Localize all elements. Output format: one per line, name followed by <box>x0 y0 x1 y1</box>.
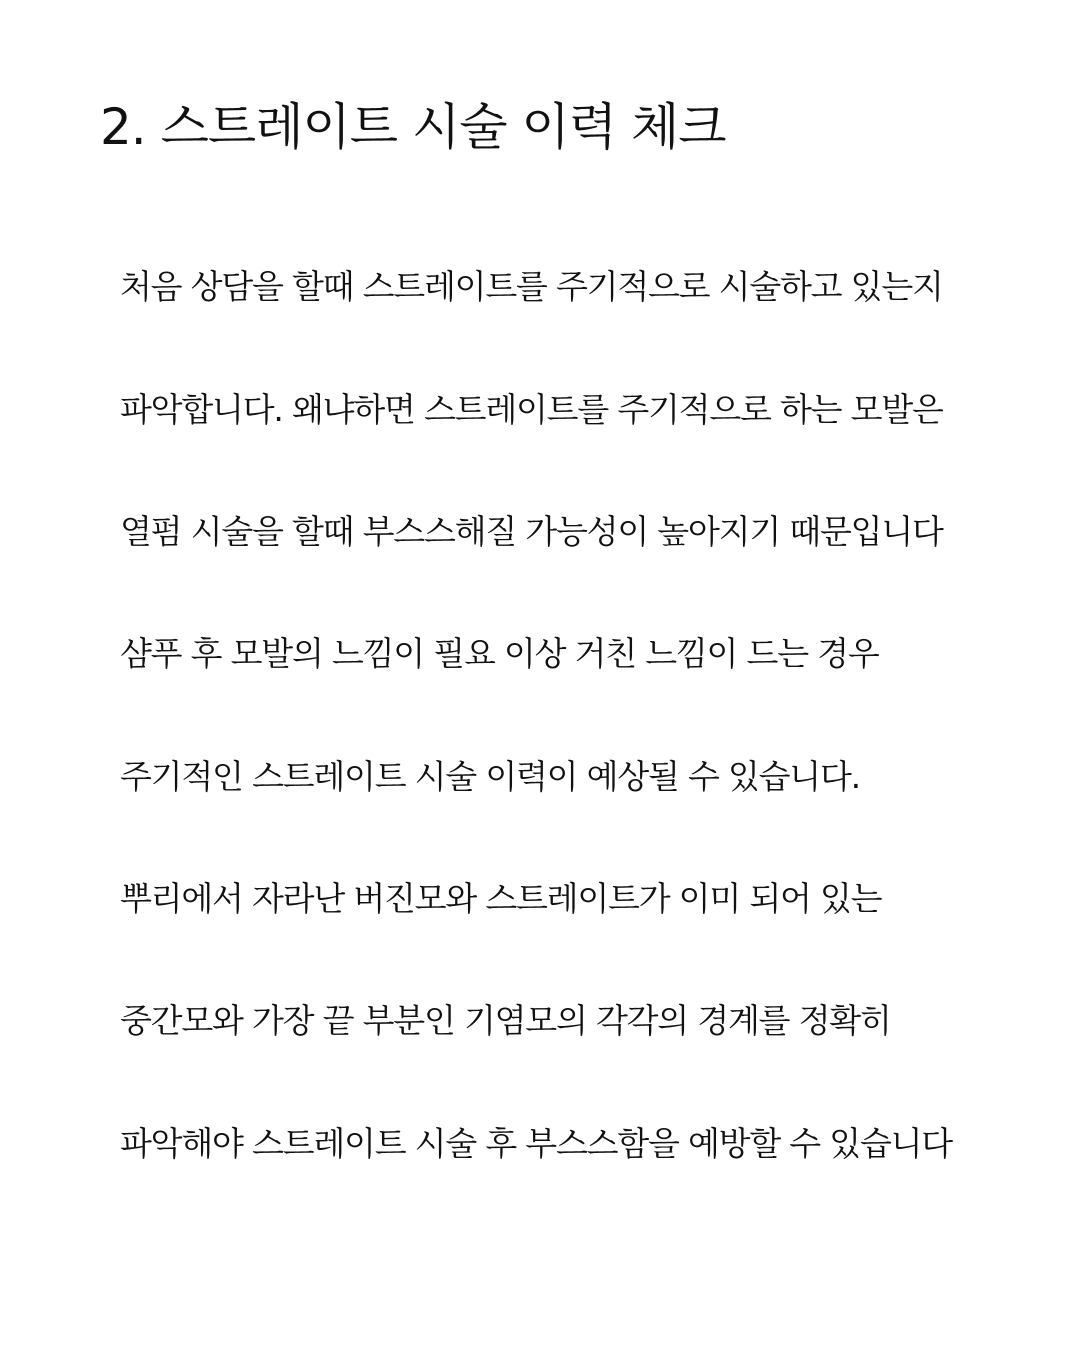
body-line-8: 파악해야 스트레이트 시술 후 부스스함을 예방할 수 있습니다 <box>120 1124 952 1163</box>
page-title: 2. 스트레이트 시술 이력 체크 <box>100 98 726 156</box>
body-line-4: 샴푸 후 모발의 느낌이 필요 이상 거친 느낌이 드는 경우 <box>120 634 879 673</box>
body-line-2: 파악합니다. 왜냐하면 스트레이트를 주기적으로 하는 모발은 <box>120 390 943 429</box>
body-line-6: 뿌리에서 자라난 버진모와 스트레이트가 이미 되어 있는 <box>120 879 882 918</box>
body-line-5: 주기적인 스트레이트 시술 이력이 예상될 수 있습니다. <box>120 757 860 796</box>
body-line-3: 열펌 시술을 할때 부스스해질 가능성이 높아지기 때문입니다 <box>120 512 943 551</box>
body-line-7: 중간모와 가장 끝 부분인 기염모의 각각의 경계를 정확히 <box>120 1001 891 1040</box>
body-line-1: 처음 상담을 할때 스트레이트를 주기적으로 시술하고 있는지 <box>120 267 943 306</box>
